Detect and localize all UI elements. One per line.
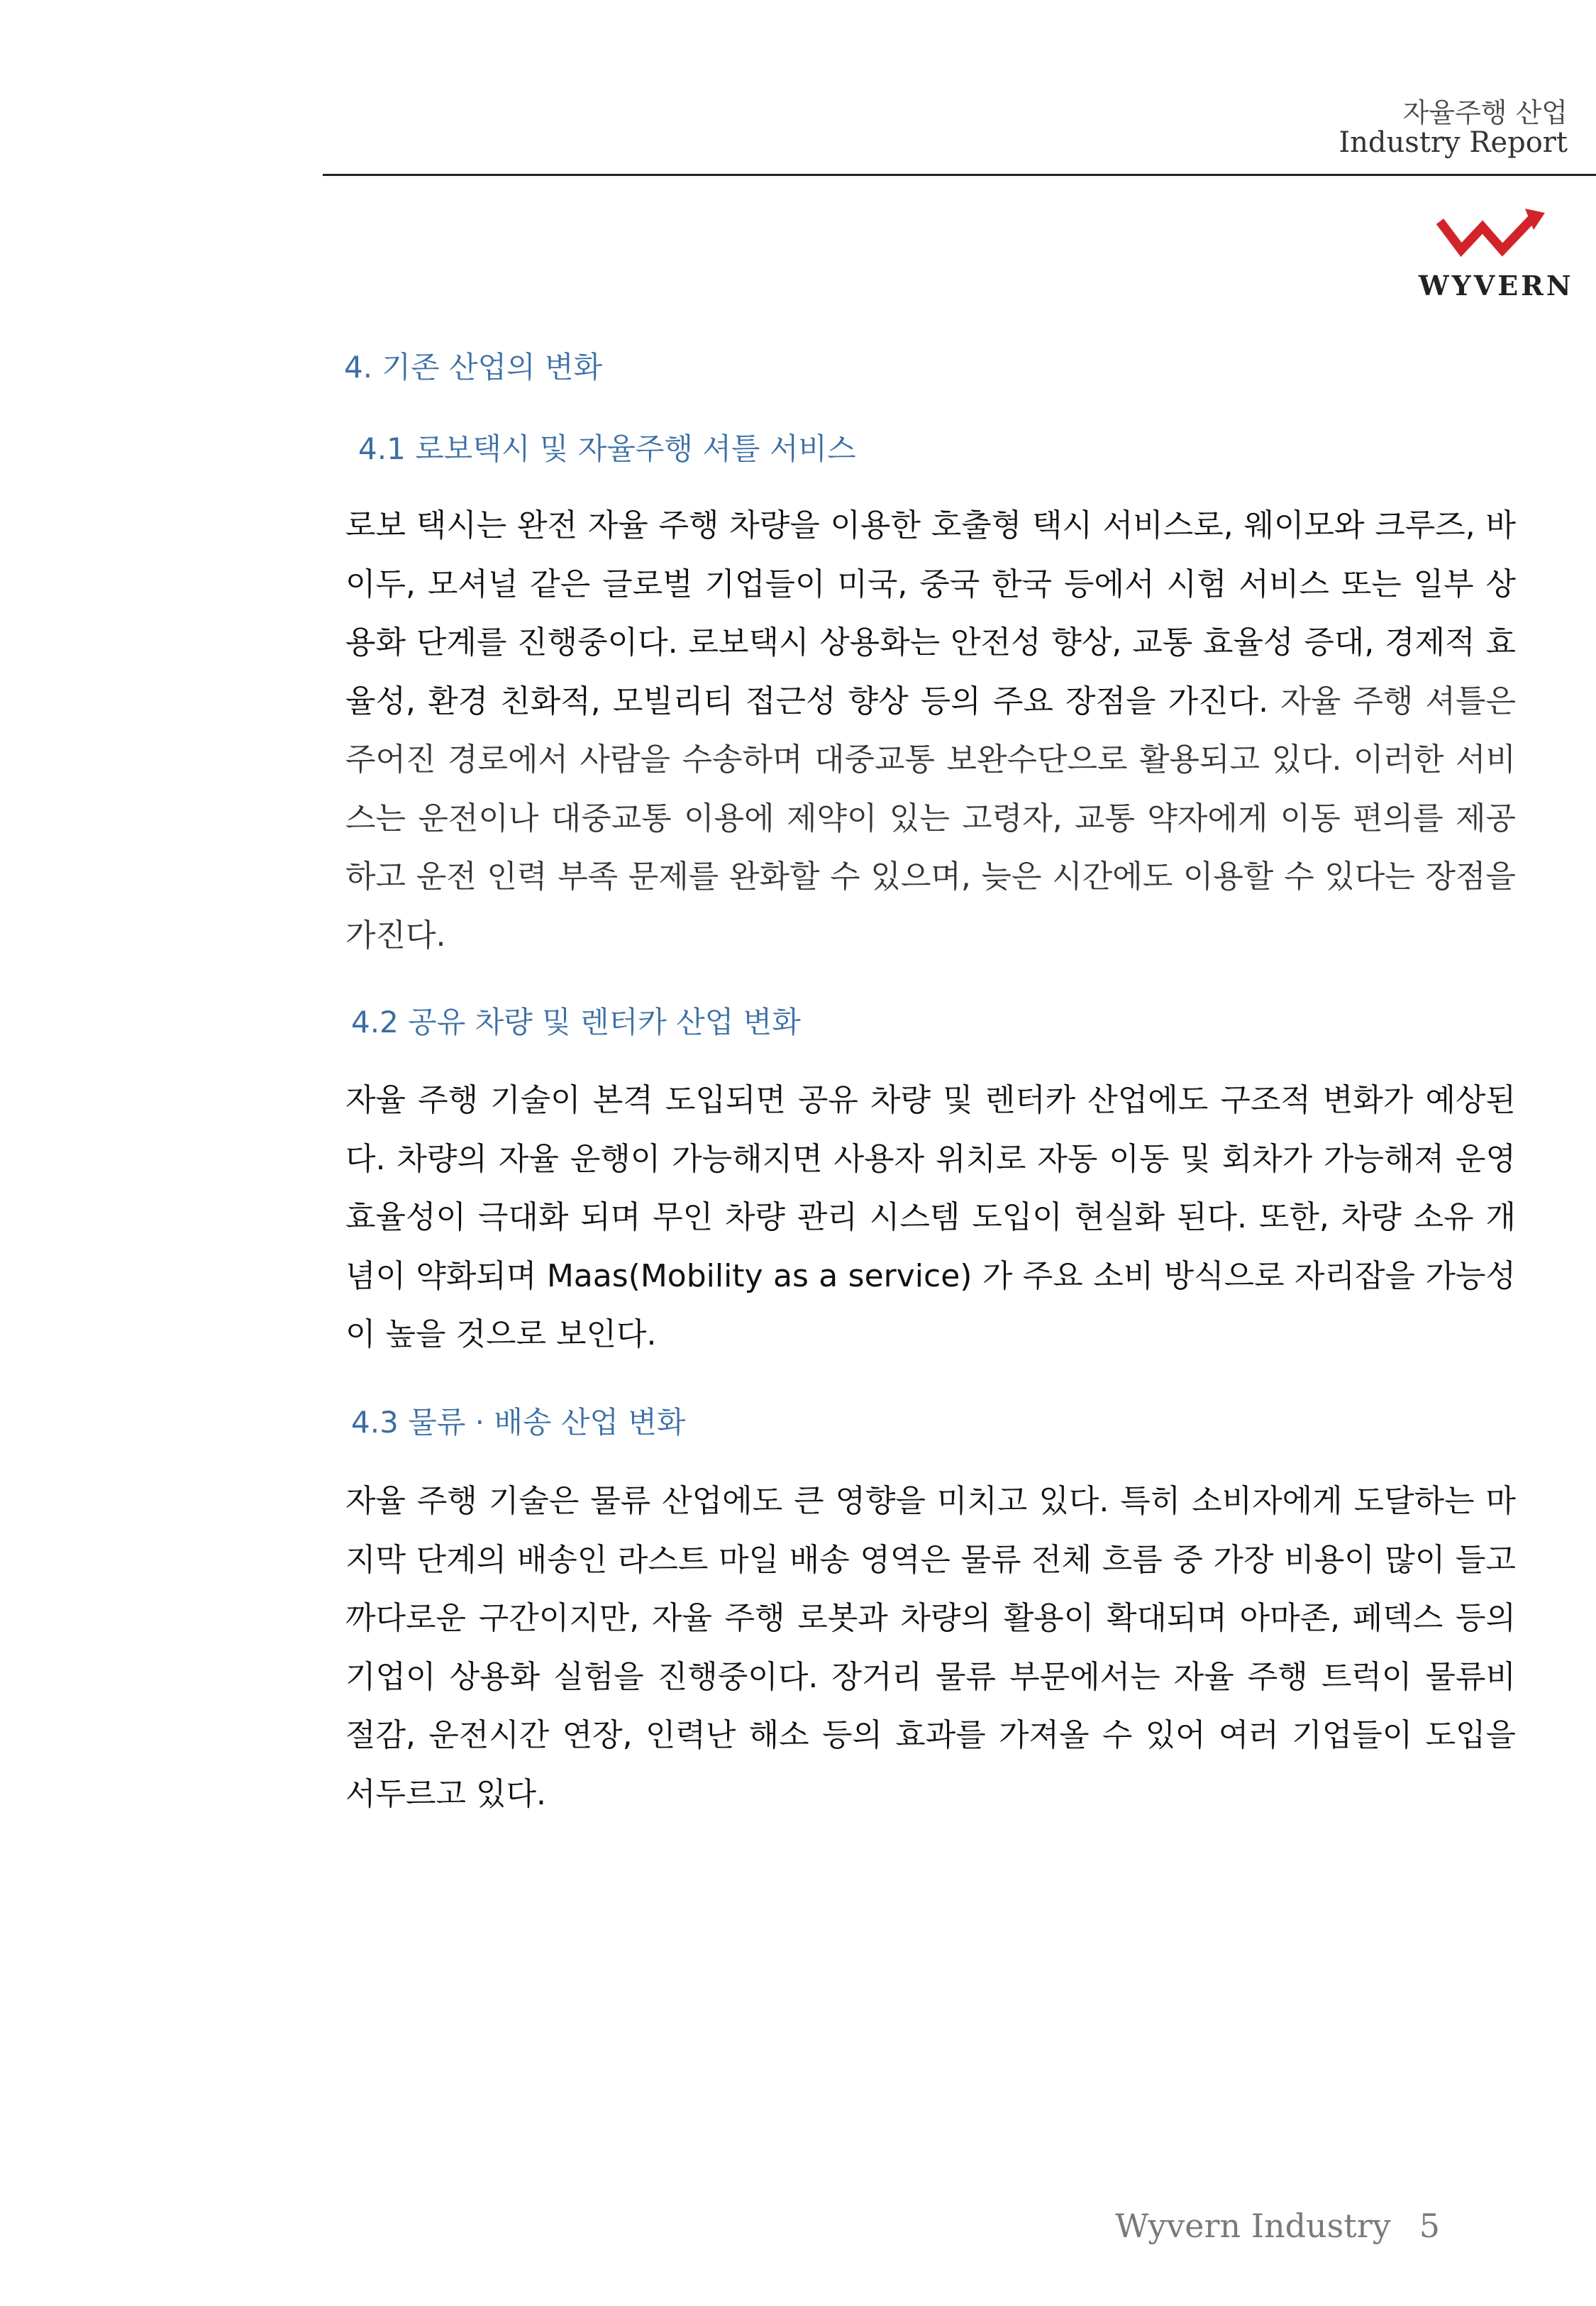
- paragraph-4-3: 자율 주행 기술은 물류 산업에도 큰 영향을 미치고 있다. 특히 소비자에게 도달하는 마지막 단계의 배송인 라스트 마일 배송 영역은 물류 전체 흐름 중 가장 비용이 많이 들고 까다로운 구간이지만, 자율 주행 로봇과 차량의 활용이 확대되며 아마존, 페덱스 등의 기업이 상용화 실험을 진행중이다. 장거리 물류 부문에서는 자율 주행 트럭이 물류비 절감, 운전시간 연장, 인력난 해소 등의 효과를 가져올 수 있어 여러 기업들이 도입을 서두르고 있다.: [345, 1483, 1516, 1812]
- section-title-4-1: 4.1 로보택시 및 자율주행 셔틀 서비스: [358, 431, 856, 466]
- section-title-4-3: 4.3 물류 · 배송 산업 변화: [351, 1405, 686, 1440]
- logo-wordmark: WYVERN: [1419, 270, 1574, 302]
- paragraph-4-1-part1: 로보 택시는 완전 자율 주행 차량을 이용한 호출형 택시 서비스로, 웨이모와 크루즈, 바이두, 모셔널 같은 글로벌 기업들이 미국, 중국 한국 등에서 시험 서비스 또는 일부 상용화 단계를 진행중이다. 로보택시 상용화는 안전성 향상, 교통 효율성 증대, 경제적 효율성, 환경 친화적, 모빌리티 접근성 향상 등의 주요 장점을 가진다.: [345, 507, 1516, 719]
- header-title-korean: 자율주행 산업: [1402, 97, 1568, 128]
- footer-company: Wyvern Industry: [1115, 2207, 1391, 2245]
- section-title-4: 4. 기존 산업의 변화: [344, 350, 603, 385]
- paragraph-4-2: 자율 주행 기술이 본격 도입되면 공유 차량 및 렌터카 산업에도 구조적 변화가 예상된다. 차량의 자율 운행이 가능해지면 사용자 위치로 자동 이동 및 회차가 가능해져 운영 효율성이 극대화 되며 무인 차량 관리 시스템 도입이 현실화 된다. 또한, 차량 소유 개념이 약화되며 Maas(Mobility as a service) 가 주요 소비 방식으로 자리잡을 가능성이 높을 것으로 보인다.: [345, 1082, 1516, 1352]
- page-number: 5: [1419, 2207, 1440, 2245]
- paragraph-4-1-part2: 자율 주행 셔틀은 주어진 경로에서 사람을 수송하며 대중교통 보완수단으로 활용되고 있다. 이러한 서비스는 운전이나 대중교통 이용에 제약이 있는 고령자, 교통 약자에게 이동 편의를 제공하고 운전 인력 부족 문제를 완화할 수 있으며, 늦은 시간에도 이용할 수 있다는 장점을 가진다.: [345, 683, 1516, 954]
- header-title-english: Industry Report: [1339, 126, 1568, 159]
- section-title-4-2: 4.2 공유 차량 및 렌터카 산업 변화: [351, 1005, 801, 1039]
- header-divider: [323, 174, 1596, 176]
- page-footer: [1115, 2207, 1440, 2245]
- paragraph-4-1: [345, 497, 1516, 965]
